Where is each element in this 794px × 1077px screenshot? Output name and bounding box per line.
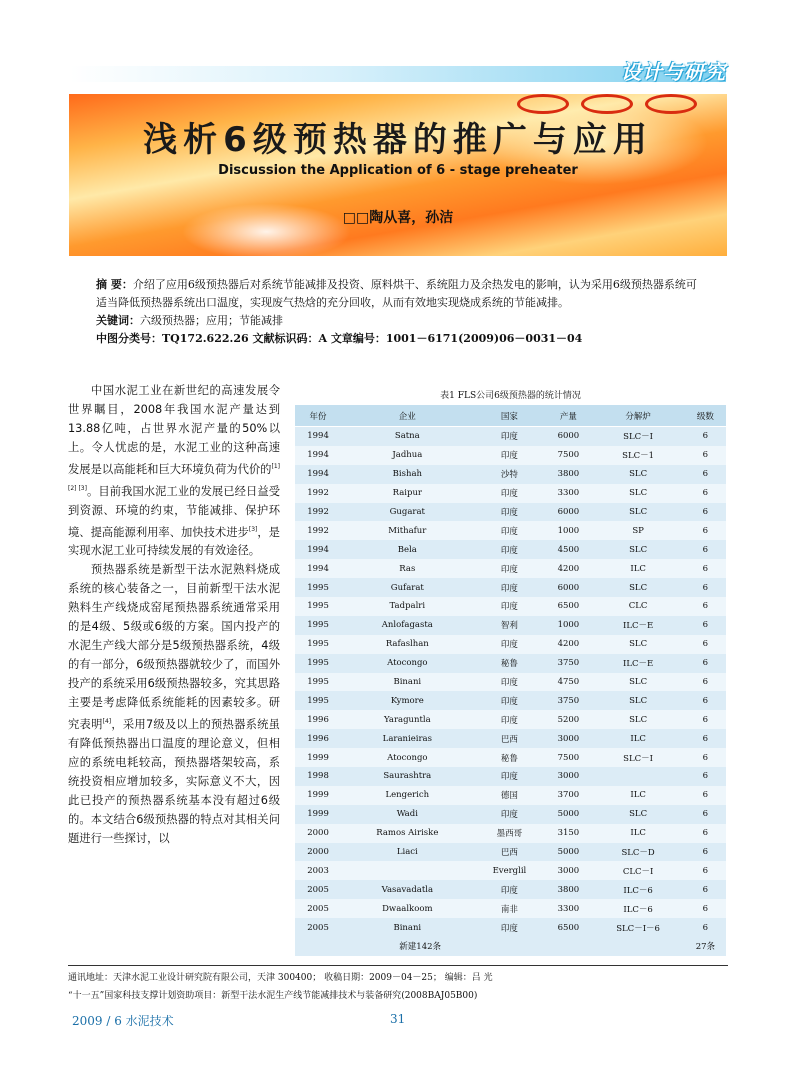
citation: [1] [2] [3] (68, 463, 280, 492)
table-cell: 6 (685, 427, 726, 446)
table-cell: 印度 (474, 484, 546, 503)
table-row (295, 899, 726, 918)
table-cell (341, 861, 473, 880)
table-cell: 6 (685, 540, 726, 559)
table-cell: 5000 (545, 805, 591, 824)
table-cell: 印度 (474, 767, 546, 786)
body-text-segment: 中国水泥工业在新世纪的高速发展令世界瞩目，2008年我国水泥产量达到13.88亿吨，占世界水泥产量的50%以上。令人忧虑的是，水泥工业的这种高速发展是以高能耗和巨大环境负荷为代价的 (68, 384, 280, 476)
citation: [3] (248, 525, 258, 533)
table-cell: SLC (591, 673, 684, 692)
table-cell: 1992 (295, 503, 341, 522)
table-cell: SLC (591, 710, 684, 729)
table-cell: ILC (591, 786, 684, 805)
article-subtitle: Discussion the Application of 6 - stage preheater (218, 163, 578, 178)
table-header-cell: 产量 (545, 405, 591, 427)
table-total-spacer (545, 937, 684, 956)
table-cell: SLC (591, 805, 684, 824)
footnote-address: 通讯地址：天津水泥工业设计研究院有限公司，天津 300400； 收稿日期：2009－04－25； 编辑：吕 光 (68, 973, 493, 983)
table-cell: 1994 (295, 540, 341, 559)
table-cell: 6500 (545, 597, 591, 616)
table-cell: 秘鲁 (474, 748, 546, 767)
table-cell: 6 (685, 786, 726, 805)
table-cell: 5000 (545, 843, 591, 862)
table-cell: 秘鲁 (474, 654, 546, 673)
table-cell: SLC－1 (591, 446, 684, 465)
table-cell: 5200 (545, 710, 591, 729)
table-cell: 1000 (545, 616, 591, 635)
table-cell: 巴西 (474, 729, 546, 748)
table-cell (591, 767, 684, 786)
table-cell: 1994 (295, 465, 341, 484)
table-cell: 4500 (545, 540, 591, 559)
table-cell: 印度 (474, 597, 546, 616)
table-cell: 6 (685, 578, 726, 597)
table-cell: 3700 (545, 786, 591, 805)
table-total-right: 27条 (685, 937, 726, 956)
body-paragraph (68, 381, 280, 560)
table-cell: ILC (591, 559, 684, 578)
table-cell: SLC－D (591, 843, 684, 862)
table-cell: 印度 (474, 635, 546, 654)
table-block (295, 388, 726, 956)
table-cell: 6 (685, 729, 726, 748)
table-cell: 印度 (474, 710, 546, 729)
table-cell: 1999 (295, 805, 341, 824)
table-cell: Lengerich (341, 786, 473, 805)
table-row (295, 616, 726, 635)
table-cell: Wadi (341, 805, 473, 824)
table-cell: Raipur (341, 484, 473, 503)
table-cell: 3000 (545, 729, 591, 748)
table-cell: Bela (341, 540, 473, 559)
table-cell: 3300 (545, 899, 591, 918)
banner-rings (517, 94, 697, 114)
table-row (295, 597, 726, 616)
table-header-row (295, 405, 726, 427)
table-cell: 4200 (545, 635, 591, 654)
table-cell: 印度 (474, 559, 546, 578)
table-cell: CLC－I (591, 861, 684, 880)
table-row (295, 861, 726, 880)
table-cell: 6 (685, 880, 726, 899)
table-row (295, 521, 726, 540)
table-cell: Liaci (341, 843, 473, 862)
keywords-text: 六级预热器；应用；节能减排 (140, 314, 283, 327)
table-cell: 6 (685, 597, 726, 616)
table-cell: 印度 (474, 521, 546, 540)
table-header-cell: 级数 (685, 405, 726, 427)
table-cell: 3300 (545, 484, 591, 503)
table-row (295, 578, 726, 597)
table-row (295, 824, 726, 843)
table-cell: SLC (591, 503, 684, 522)
table-cell: 印度 (474, 540, 546, 559)
table-cell: SLC (591, 691, 684, 710)
title-banner (69, 94, 727, 256)
citation: [4] (102, 718, 112, 726)
table-cell: Binani (341, 918, 473, 937)
page-number: 31 (390, 1012, 406, 1026)
table-cell: 2005 (295, 899, 341, 918)
table-cell: 6 (685, 654, 726, 673)
table-cell: 6 (685, 918, 726, 937)
footnote-divider (68, 965, 728, 966)
table-cell: SLC (591, 540, 684, 559)
table-row (295, 786, 726, 805)
body-column (68, 381, 280, 848)
table-cell: SLC (591, 465, 684, 484)
table-cell: Bishah (341, 465, 473, 484)
table-cell: 印度 (474, 880, 546, 899)
ring-decoration (645, 94, 697, 114)
table-cell: 6 (685, 616, 726, 635)
table-cell: ILC－6 (591, 880, 684, 899)
table-cell: 6 (685, 899, 726, 918)
table-cell: SLC (591, 635, 684, 654)
table-cell: 6 (685, 673, 726, 692)
table-cell: Rafaslhan (341, 635, 473, 654)
table-cell: Yaraguntla (341, 710, 473, 729)
table-cell: ILC－6 (591, 899, 684, 918)
table-cell: CLC (591, 597, 684, 616)
section-tag: 设计与研究 (621, 60, 726, 84)
body-text-segment: 预热器系统是新型干法水泥熟料烧成系统的核心装备之一，目前新型干法水泥熟料生产线烧成窑尾预热器系统通常采用的是4级、5级或6级的方案。国内投产的水泥生产线大部分是5级预热器系统，4级的有一部分，6级预热器就较少了，而国外投产的系统采用6级预热器较多，究其思路主要是考虑降低系统能耗的因素较多。研究表明 (68, 563, 280, 732)
table-caption: 表1 FLS公司6级预热器的统计情况 (440, 391, 581, 401)
table-row (295, 484, 726, 503)
table-cell: 南非 (474, 899, 546, 918)
table-total-left: 新建142条 (295, 937, 545, 956)
table-cell: 沙特 (474, 465, 546, 484)
table-cell: 德国 (474, 786, 546, 805)
table-cell: 1992 (295, 521, 341, 540)
keywords-label: 关键词： (96, 314, 140, 327)
table-cell: 6 (685, 559, 726, 578)
table-row (295, 673, 726, 692)
table-cell: 2000 (295, 824, 341, 843)
table-row (295, 748, 726, 767)
table-cell: Dwaalkoom (341, 899, 473, 918)
table-cell: 巴西 (474, 843, 546, 862)
table-cell: ILC (591, 729, 684, 748)
table-row (295, 635, 726, 654)
table-cell: SP (591, 521, 684, 540)
footnote-block (68, 969, 728, 1005)
table-cell: Satna (341, 427, 473, 446)
table-cell: 3750 (545, 691, 591, 710)
table-cell: 1996 (295, 710, 341, 729)
table-cell: 1995 (295, 597, 341, 616)
table-row (295, 540, 726, 559)
table-header-cell: 年份 (295, 405, 341, 427)
body-text-segment: ，采用7级及以上的预热器系统虽有降低预热器出口温度的理论意义，但相应的系统电耗较高，预热器塔架较高，系统投资相应增加较多，实际意义不大，因此已投产的预热器系统基本没有超过6级的。本文结合6级预热器的特点对其相关问题进行一些探讨，以 (68, 718, 280, 846)
table-cell: 3000 (545, 767, 591, 786)
table-cell: 4750 (545, 673, 591, 692)
journal-footer: 2009 / 6 水泥技术 (72, 1014, 174, 1028)
table-cell: Laranieiras (341, 729, 473, 748)
classification-line: 中图分类号：TQ172.622.26 文献标识码：A 文章编号：1001－6171(2009)06－0031－04 (96, 332, 583, 345)
table-cell: SLC (591, 484, 684, 503)
article-authors: □□陶从喜，孙洁 (342, 210, 454, 226)
table-cell: 墨西哥 (474, 824, 546, 843)
table-cell: 1995 (295, 673, 341, 692)
table-cell: Ramos Airiske (341, 824, 473, 843)
table-cell: 6 (685, 843, 726, 862)
table-cell: Saurashtra (341, 767, 473, 786)
table-body (295, 427, 726, 956)
body-text-segment: 。目前我国水泥工业的发展已经日益受到资源、环境的约束，节能减排、保护环境、提高能源利用率、加快技术进步 (68, 484, 280, 539)
table-cell: 印度 (474, 503, 546, 522)
table-cell: Jadhua (341, 446, 473, 465)
table-cell: 1000 (545, 521, 591, 540)
table-row (295, 503, 726, 522)
table-cell: 印度 (474, 427, 546, 446)
table-cell: 6 (685, 861, 726, 880)
table-cell: Gugarat (341, 503, 473, 522)
keywords-line (96, 312, 706, 330)
table-cell: 6 (685, 521, 726, 540)
table-cell: 1994 (295, 446, 341, 465)
table-cell: 6 (685, 635, 726, 654)
abstract-label: 摘 要： (96, 278, 133, 291)
table-cell: 2005 (295, 880, 341, 899)
table-cell: 1994 (295, 427, 341, 446)
body-text-segment: ，是实现水泥工业可持续发展的有效途径。 (68, 525, 280, 558)
table-row (295, 880, 726, 899)
table-cell: 3150 (545, 824, 591, 843)
table-cell: Tadpalri (341, 597, 473, 616)
table-row (295, 729, 726, 748)
table-cell: 1995 (295, 691, 341, 710)
table-cell: 6 (685, 691, 726, 710)
table-cell: Everglil (474, 861, 546, 880)
table-cell: 印度 (474, 805, 546, 824)
table-cell: 3800 (545, 465, 591, 484)
table-row (295, 710, 726, 729)
table-cell: 6000 (545, 427, 591, 446)
footnote-funding: “十一五”国家科技支撑计划资助项目：新型干法水泥生产线节能减排技术与装备研究(2008BAJ05B00) (68, 991, 478, 1001)
ring-decoration (517, 94, 569, 114)
table-cell: 1995 (295, 578, 341, 597)
table-cell: 4200 (545, 559, 591, 578)
table-cell: Atocongo (341, 654, 473, 673)
abstract-text: 介绍了应用6级预热器后对系统节能减排及投资、原料烘干、系统阻力及余热发电的影响，认为采用6级预热器系统可适当降低预热器系统出口温度，实现废气热焓的充分回收，从而有效地实现烧成系统的节能减排。 (96, 278, 697, 309)
table-cell: Atocongo (341, 748, 473, 767)
table-cell: 印度 (474, 578, 546, 597)
table-header-cell: 分解炉 (591, 405, 684, 427)
table-cell: 2000 (295, 843, 341, 862)
table-cell: 6 (685, 805, 726, 824)
table-cell: ILC－E (591, 616, 684, 635)
table-row (295, 843, 726, 862)
table-cell: 7500 (545, 446, 591, 465)
table-cell: 6000 (545, 503, 591, 522)
table-cell: Ras (341, 559, 473, 578)
table-cell: 6 (685, 710, 726, 729)
table-cell: 1995 (295, 635, 341, 654)
preheater-table (295, 405, 726, 956)
table-cell: SLC (591, 578, 684, 597)
table-cell: 印度 (474, 691, 546, 710)
article-title: 浅析6级预热器的推广与应用 (143, 120, 653, 160)
table-cell: 印度 (474, 673, 546, 692)
table-cell: 3800 (545, 880, 591, 899)
table-cell: 6 (685, 824, 726, 843)
table-cell: Kymore (341, 691, 473, 710)
table-cell: 3750 (545, 654, 591, 673)
table-row (295, 767, 726, 786)
table-row (295, 427, 726, 446)
table-cell: 1999 (295, 748, 341, 767)
table-row (295, 691, 726, 710)
table-cell: Gufarat (341, 578, 473, 597)
table-cell: SLC－I－6 (591, 918, 684, 937)
table-cell: 1996 (295, 729, 341, 748)
table-row (295, 446, 726, 465)
table-cell: 1998 (295, 767, 341, 786)
table-cell: 1995 (295, 616, 341, 635)
table-cell: 1999 (295, 786, 341, 805)
table-cell: ILC－E (591, 654, 684, 673)
table-cell: 智利 (474, 616, 546, 635)
table-cell: SLC－I (591, 427, 684, 446)
table-header-cell: 企业 (341, 405, 473, 427)
table-cell: 6 (685, 767, 726, 786)
table-row (295, 465, 726, 484)
table-row (295, 654, 726, 673)
table-cell: Binani (341, 673, 473, 692)
table-cell: 6 (685, 465, 726, 484)
abstract-paragraph (96, 276, 706, 312)
table-cell: 6 (685, 484, 726, 503)
table-total-row (295, 937, 726, 956)
table-cell: 6000 (545, 578, 591, 597)
ring-decoration (581, 94, 633, 114)
table-cell: 6 (685, 748, 726, 767)
table-cell: Mithafur (341, 521, 473, 540)
table-cell: Anlofagasta (341, 616, 473, 635)
table-cell: 3000 (545, 861, 591, 880)
table-cell: 6 (685, 446, 726, 465)
table-cell: ILC (591, 824, 684, 843)
table-row (295, 918, 726, 937)
table-cell: 6 (685, 503, 726, 522)
table-row (295, 559, 726, 578)
body-paragraph (68, 560, 280, 848)
table-cell: SLC－I (591, 748, 684, 767)
table-cell: 2005 (295, 918, 341, 937)
table-cell: 2003 (295, 861, 341, 880)
abstract-block (96, 276, 706, 348)
table-cell: Vasavadatla (341, 880, 473, 899)
table-cell: 1995 (295, 654, 341, 673)
table-header-cell: 国家 (474, 405, 546, 427)
table-cell: 印度 (474, 918, 546, 937)
table-cell: 7500 (545, 748, 591, 767)
table-row (295, 805, 726, 824)
table-cell: 6500 (545, 918, 591, 937)
table-cell: 1992 (295, 484, 341, 503)
table-cell: 印度 (474, 446, 546, 465)
table-cell: 1994 (295, 559, 341, 578)
